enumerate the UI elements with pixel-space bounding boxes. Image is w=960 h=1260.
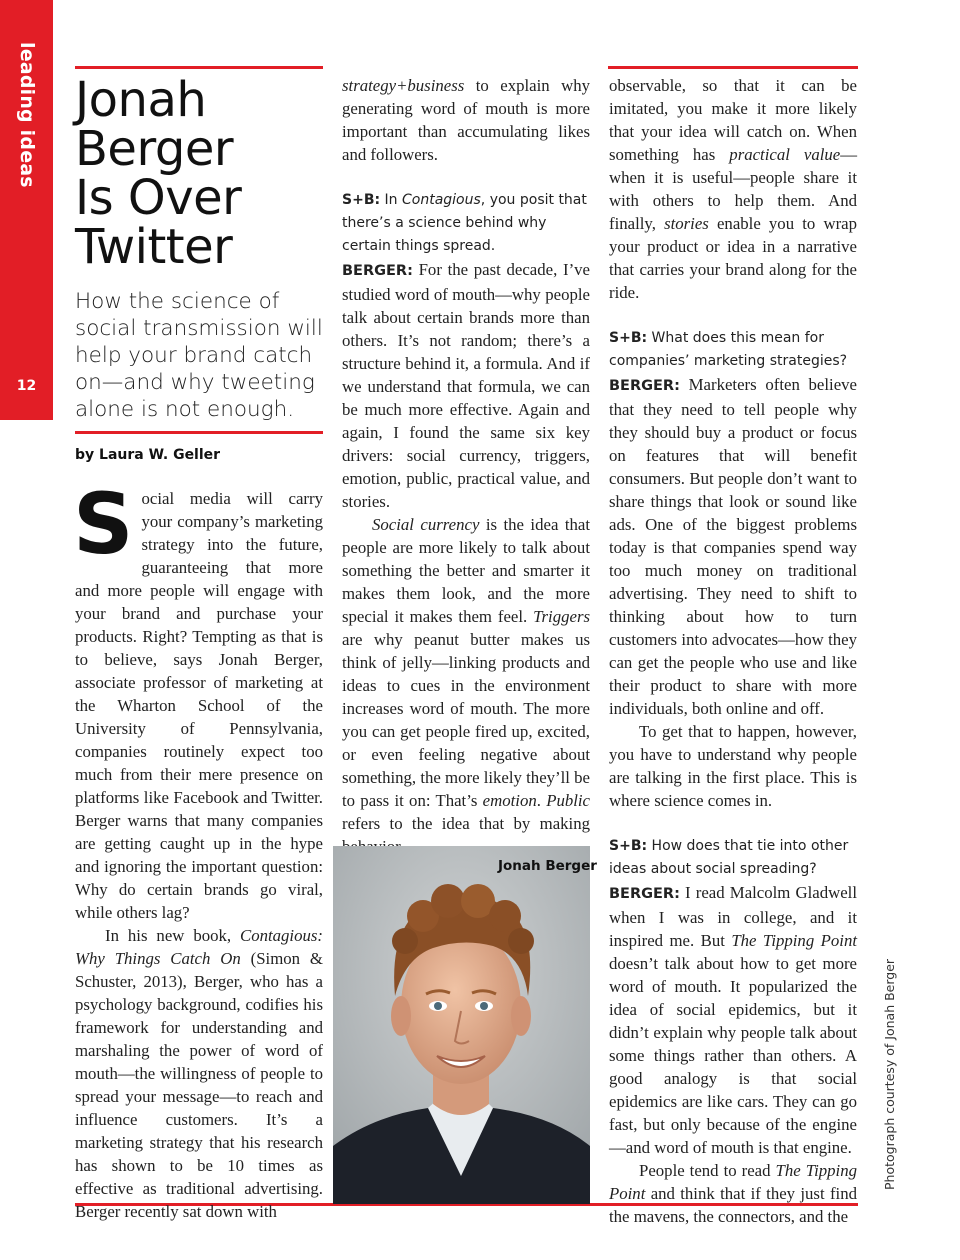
byline: by Laura W. Geller	[75, 447, 221, 463]
paragraph: Social media will carry your company’s marketing strategy into the future, guaranteeing that more and more people will engage with your brand and purchase your products. Right? Tempting as that is to believe, says Jonah Berger, associate professor of marketing at the Wharton School of the University of Pennsylvania, companies routinely expect too much from their mere presence on platforms like Facebook and Twitter. Berger warns that many companies are getting caught up in the hype and ignoring the important question: Why do certain brands go viral, while others lag?	[73, 475, 323, 922]
page-number: 12	[16, 378, 37, 394]
portrait-photo	[333, 846, 590, 1204]
section-tab	[0, 0, 53, 420]
question: S+B: What does this mean for companies’ marketing strategies?	[609, 330, 848, 369]
answer: BERGER: I read Malcolm Gladwell when I was in college, and it inspired me. But The Tipping Point doesn’t talk about how to get more word of mouth. It popularized the idea of social epidemics, but it didn’t explain why people talk about some things rather than others. A good analogy is that social epidemics are like cars. They can go fast, but only because of the engine—and word of mouth is that engine.	[609, 883, 858, 1157]
paragraph: People tend to read The Tipping Point and think that if they just find the mavens, the connectors, and the	[609, 1161, 857, 1226]
paragraph: In his new book, Contagious: Why Things Catch On (Simon & Schuster, 2013), Berger, who has a psychology background, codifies his framework for understanding and marshaling the power of word of mouth—the willingness of people to spread your message—to reach and influence customers. It’s a marketing strategy that his research has shown to be 10 times as effective as traditional advertising. Berger recently sat down with	[75, 926, 323, 1221]
dek-rule	[75, 431, 323, 434]
answer: BERGER: Marketers often believe that they need to tell people why they should buy a product or focus on features that will benefit consumers. But people don’t want to share things that look or sound like ads. One of the biggest problems today is that companies spend way too much money on traditional advertising. They need to shift to thinking about how to turn customers into advocates—how they can get the people who use and like their product to share with more individuals, both online and off.	[609, 375, 857, 718]
column-2	[342, 74, 590, 858]
photo-caption: Jonah Berger	[498, 858, 597, 874]
paragraph: To get that to happen, however, you have to understand why people are talking in the first place. This is where science comes in.	[609, 722, 857, 810]
top-rule-left	[75, 66, 323, 69]
paragraph: strategy+business to explain why generating word of mouth is more important than accumulating likes and followers.	[342, 76, 590, 164]
section-label: leading ideas	[16, 42, 38, 188]
drop-cap: S	[73, 475, 134, 573]
paragraph: Social currency is the idea that people are more likely to talk about something the better and smarter it makes them look, and the more special it makes them feel. Triggers are why peanut butter makes us think of jelly—linking products and ideas to cues in the environment increases word of mouth. The more you can get people fired up, excited, or even feeling negative about something, the more likely they’ll be to pass it on: That’s emotion. Public refers to the idea that by making	[342, 515, 590, 833]
paragraph: observable, so that it can be imitated, you make it more likely that your idea will catch on. When something has practical value—when it is useful—people share it with others to help them. And finally, stories enable you to wrap your product or idea in a narrative that carries your brand along for the ride.	[609, 76, 858, 302]
question: S+B: In Contagious, you posit that there’s a science behind why certain things spread.	[342, 192, 587, 254]
headline: Jonah Berger Is Over Twitter	[75, 72, 242, 275]
question: S+B: How does that tie into other ideas about social spreading?	[609, 838, 849, 877]
dek: How the science of social transmission will help your brand catch on—and why tweeting alone is not enough.	[75, 289, 323, 422]
column-1	[73, 475, 323, 1223]
portrait-illustration	[333, 846, 590, 1204]
column-3	[609, 74, 857, 1228]
answer: BERGER: For the past decade, I’ve studied word of mouth—why people talk about certain brands more than others. It’s not random; there’s a structure behind it, a formula. And if we understand that formula, we can be much more effective. Again and again, I found the same six key drivers: social currency, triggers, emotion, public, practical value, and stories.	[342, 260, 590, 511]
top-rule-right	[608, 66, 858, 69]
